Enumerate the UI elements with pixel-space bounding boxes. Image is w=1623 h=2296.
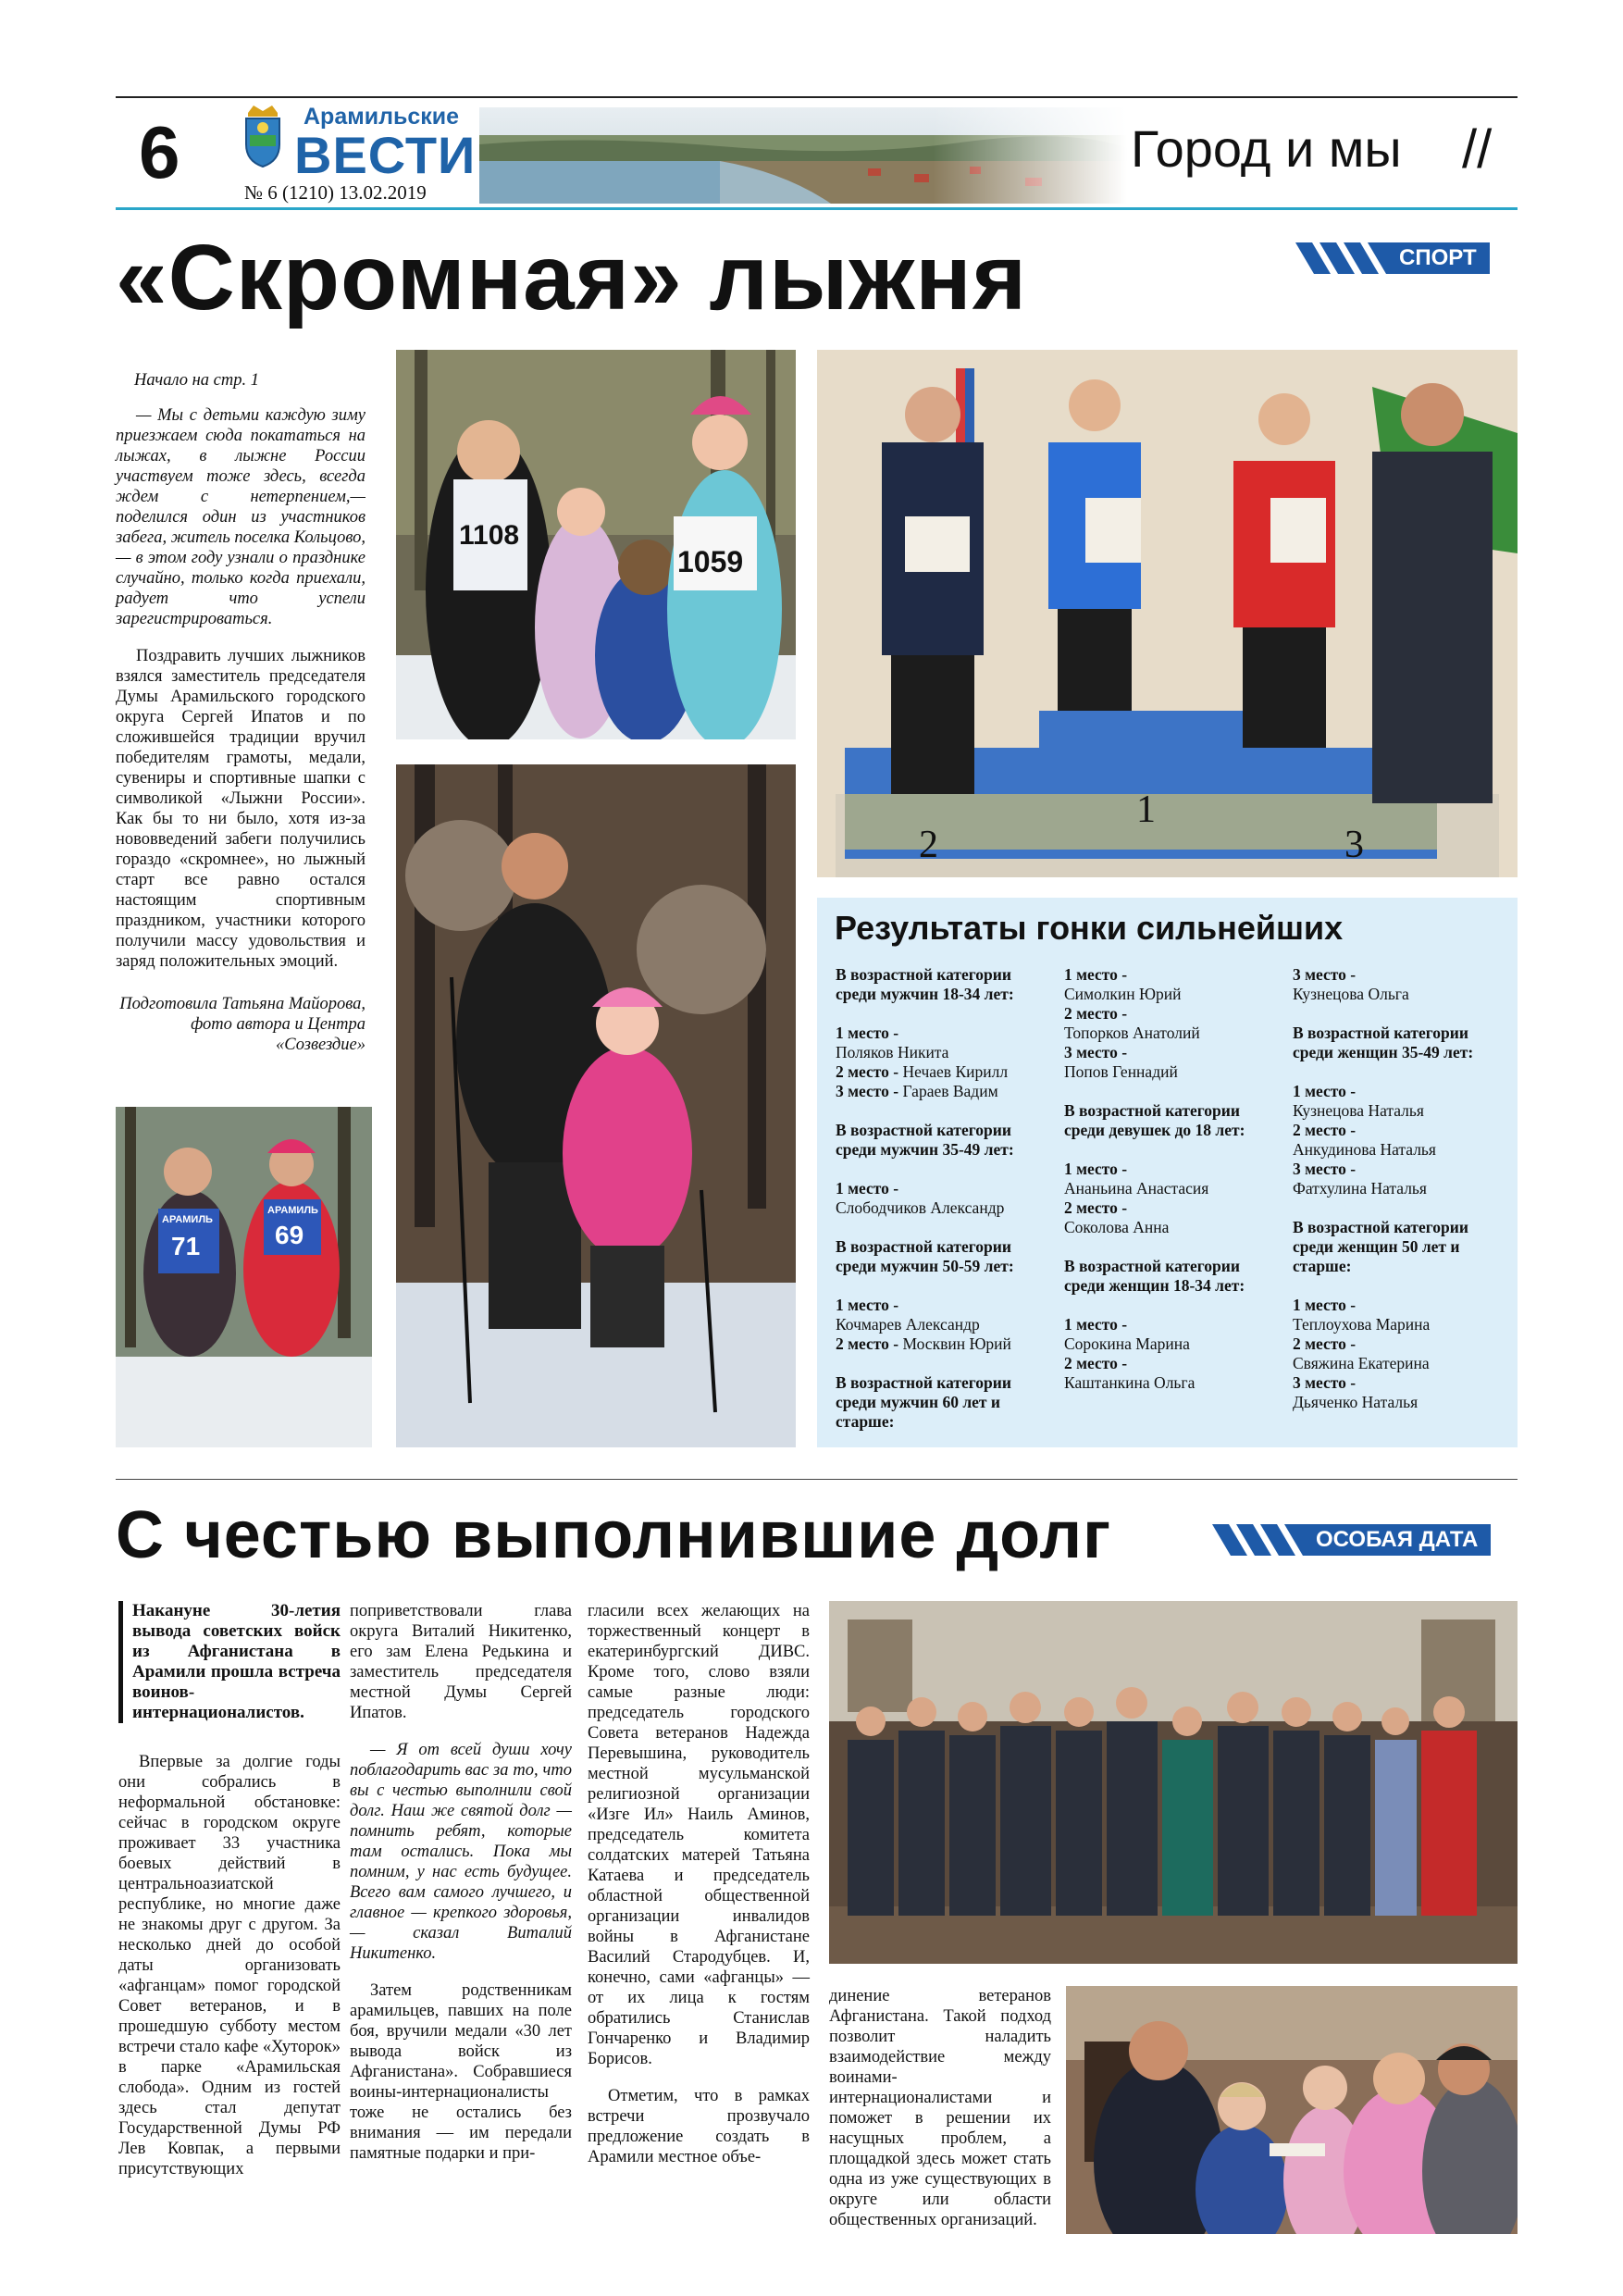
results-entry — [1064, 1198, 1272, 1218]
results-place: 1 место - — [836, 1179, 899, 1198]
results-entry — [836, 1334, 1044, 1354]
results-block — [1064, 1257, 1272, 1296]
results-place: 2 место - — [1064, 1198, 1128, 1217]
article2-lead: Накануне 30-летия вывода советских войск из Афганистана в Арамили прошла встреча воинов-интернационалистов. — [118, 1601, 341, 1723]
article1-headline: «Скромная» лыжня — [116, 226, 1028, 329]
results-entry — [1293, 1354, 1501, 1373]
results-entry — [1293, 965, 1501, 985]
results-block — [836, 1121, 1044, 1160]
results-name: Свяжина Екатерина — [1293, 1354, 1430, 1372]
results-name: Дьяченко Наталья — [1293, 1393, 1419, 1411]
results-name: Нечаев Кирилл — [902, 1062, 1009, 1081]
results-name: Каштанкина Ольга — [1064, 1373, 1196, 1392]
podium-place-2: 2 — [919, 824, 938, 866]
results-block — [836, 1373, 1044, 1432]
results-category-heading: В возрастной категории среди мужчин 60 лет и старше: — [836, 1373, 1011, 1431]
results-column-3 — [1293, 965, 1501, 1432]
results-block — [1293, 1024, 1501, 1062]
header-accent-line — [116, 207, 1518, 210]
bib-number-2: 1059 — [677, 545, 744, 578]
results-name: Попов Геннадий — [1064, 1062, 1178, 1081]
photo-award-ceremony — [1066, 1986, 1518, 2234]
article2-col3b-text: Отметим, что в рамках встречи прозвучало предложение создать в Арамили местное объе- — [588, 2087, 810, 2166]
photo-family-skiers — [396, 350, 796, 739]
results-name: Соколова Анна — [1064, 1218, 1170, 1236]
results-place: 3 место - — [836, 1082, 903, 1100]
results-entry — [1293, 1373, 1501, 1393]
results-name: Анкудинова Наталья — [1293, 1140, 1436, 1159]
photo-veterans-group — [829, 1601, 1518, 1964]
section-divider — [116, 1479, 1518, 1480]
results-entry — [1064, 1354, 1272, 1373]
results-block — [1293, 965, 1501, 1004]
article2-column-3 — [588, 1601, 810, 2177]
results-category-heading: В возрастной категории среди женщин 50 лет и старше: — [1293, 1218, 1468, 1275]
results-category-heading: В возрастной категории среди женщин 35-49 лет: — [1293, 1024, 1474, 1061]
results-name: Поляков Никита — [836, 1043, 949, 1061]
header-panorama-photo — [479, 107, 1127, 204]
results-name: Слободчиков Александр — [836, 1198, 1005, 1217]
results-column-1 — [836, 965, 1044, 1451]
results-place: 3 место - — [1293, 965, 1357, 984]
results-entry — [1293, 1160, 1501, 1179]
results-place: 2 место - — [836, 1334, 903, 1353]
results-category-heading: В возрастной категории среди женщин 18-34 лет: — [1064, 1257, 1245, 1295]
results-block — [836, 1179, 1044, 1218]
results-entry — [1293, 1315, 1501, 1334]
results-entry — [1293, 1101, 1501, 1121]
results-place: 1 место - — [1293, 1082, 1357, 1100]
results-name: Гараев Вадим — [902, 1082, 998, 1100]
special-date-tag-label: ОСОБАЯ ДАТА — [1303, 1524, 1491, 1556]
results-entry — [1064, 1373, 1272, 1393]
podium-place-1: 1 — [1136, 788, 1156, 831]
coat-of-arms-icon — [242, 104, 283, 168]
results-entry — [1293, 1082, 1501, 1101]
continued-note: Начало на стр. 1 — [134, 371, 259, 390]
results-entry — [1293, 985, 1501, 1004]
page-number: 6 — [139, 111, 180, 193]
results-name: Симолкин Юрий — [1064, 985, 1182, 1003]
results-entry — [1064, 1315, 1272, 1334]
results-name: Сорокина Марина — [1064, 1334, 1190, 1353]
results-entry — [1064, 1179, 1272, 1198]
results-name: Кузнецова Ольга — [1293, 985, 1409, 1003]
results-title: Результаты гонки сильнейших — [835, 909, 1344, 947]
results-entry — [836, 1315, 1044, 1334]
results-place: 1 место - — [836, 1296, 899, 1314]
article2-column-4 — [829, 1986, 1051, 2240]
results-name: Кузнецова Наталья — [1293, 1101, 1424, 1120]
results-entry — [1293, 1296, 1501, 1315]
article2-col2a-text: поприветствовали глава округа Виталий Никитенко, его зам Елена Редькина и заместитель председателя местной Думы Сергей Ипатов. — [350, 1602, 572, 1722]
section-title: Город и мы — [1131, 119, 1402, 178]
results-entry — [1064, 1043, 1272, 1062]
results-entry — [836, 1082, 1044, 1101]
bib-number-3: 71 — [171, 1232, 201, 1260]
results-place: 1 место - — [836, 1024, 899, 1042]
results-entry — [1293, 1393, 1501, 1412]
results-entry — [836, 1179, 1044, 1198]
results-place: 3 место - — [1064, 1043, 1128, 1061]
results-place: 1 место - — [1064, 965, 1128, 984]
results-block — [1064, 1160, 1272, 1237]
article2-column-2 — [350, 1601, 572, 2173]
results-entry — [1293, 1179, 1501, 1198]
article2-col1-text: Впервые за долгие годы они собрались в неформальной обстановке: сейчас в городском округе проживает 33 участника боевых действий в центральноазиатской республике, но многие даже не знакомы друг с другом. За несколько дней до особой даты организовать «афганцам» помог городской Совет ветеранов, и в прошедшую субботу местом встречи стало кафе «Хуторок» в парке «Арамильская слобода». Одним из гостей здесь стал депутат Государственной Думы РФ Лев Ковпак, а первыми присутствующих — [118, 1753, 341, 2178]
newspaper-logo — [242, 102, 477, 204]
article1-credit: Подготовила Татьяна Майорова, фото автора и Центра «Созвездие» — [119, 995, 365, 1054]
stripes-icon — [1212, 1524, 1314, 1556]
results-block — [1293, 1218, 1501, 1276]
article2-headline: С честью выполнившие долг — [116, 1498, 1112, 1572]
photo-father-daughter — [396, 764, 796, 1447]
results-entry — [1293, 1140, 1501, 1160]
article2-col3a-text: гласили всех желающих на торжественный концерт в екатеринбургский ДИВС. Кроме того, слово взяли самые разные люди: председатель городского Совета ветеранов Надежда Перевышина, руководитель местной мусульманской религиозной организации «Изге Ил» Наиль Аминов, председатель комитета солдатских матерей Татьяна Катаева и председатель областной общественной организации инвалидов войны в Афганистане Василий Стародубцев. И, конечно, сами «афганцы» — от их лица к гостям обратились Станислав Гончаренко и Владимир Борисов. — [588, 1602, 810, 2068]
results-place: 3 место - — [1293, 1160, 1357, 1178]
results-block — [1064, 965, 1272, 1082]
results-entry — [1064, 985, 1272, 1004]
photo-two-women-skiers — [116, 1107, 372, 1447]
bib-number-1: 1108 — [459, 520, 520, 551]
results-entry — [836, 1024, 1044, 1043]
special-date-tag — [1212, 1524, 1491, 1556]
results-category-heading: В возрастной категории среди мужчин 18-34 лет: — [836, 965, 1014, 1003]
results-entry — [1064, 1004, 1272, 1024]
results-category-heading: В возрастной категории среди девушек до 18 лет: — [1064, 1101, 1245, 1139]
article1-text-column — [116, 370, 365, 1055]
logo-main-text: ВЕСТИ — [294, 126, 477, 184]
podium-place-3: 3 — [1344, 824, 1364, 866]
results-block — [1293, 1296, 1501, 1412]
results-entry — [836, 1062, 1044, 1082]
article2-col2c-text: Затем родственникам арамильцев, павших на поле боя, вручили медали «30 лет вывода войск из Афганистана». Собравшиеся воины-интернационалисты тоже не остались без внимания — им передали памятные подарки и при- — [350, 1981, 572, 2163]
article2-col4-text: динение ветеранов Афганистана. Такой подход позволит наладить взаимодействие между воинами-интернационалистами и поможет в решении их насущных проблем, а площадкой здесь может стать одна из уже существующих в округе или области общественных организаций. — [829, 1987, 1051, 2229]
bib-word-1: АРАМИЛЬ — [162, 1214, 213, 1225]
results-place: 2 место - — [836, 1062, 903, 1081]
results-place: 2 место - — [1293, 1121, 1357, 1139]
results-category-heading: В возрастной категории среди мужчин 50-59 лет: — [836, 1237, 1014, 1275]
issue-date: № 6 (1210) 13.02.2019 — [244, 181, 427, 204]
results-place: 3 место - — [1293, 1373, 1357, 1392]
results-name: Ананьина Анастасия — [1064, 1179, 1209, 1198]
results-block — [836, 1024, 1044, 1101]
results-entry — [1064, 965, 1272, 985]
article1-body: Поздравить лучших лыжников взялся заместитель председателя Думы Арамильского городского округа Сергей Ипатов и по сложившейся традиции вручил победителям грамоты, медали, сувениры и спортивные шапки с символикой «Лыжни России». Как бы то ни было, хотя из-за нововведений забеги получились гораздо «скромнее», но лыжный старт все равно остался настоящим спортивным праздником, участники которого получили массу удовольствия и заряд положительных эмоций. — [116, 647, 365, 971]
results-entry — [836, 1198, 1044, 1218]
results-entry — [1293, 1334, 1501, 1354]
results-category-heading: В возрастной категории среди мужчин 35-49 лет: — [836, 1121, 1014, 1159]
sport-tag-label: СПОРТ — [1386, 242, 1490, 274]
results-block — [836, 1296, 1044, 1354]
article2-column-1 — [118, 1752, 341, 2189]
stripes-icon — [1295, 242, 1397, 274]
results-name: Топорков Анатолий — [1064, 1024, 1200, 1042]
photo-podium-winners — [817, 350, 1518, 877]
results-place: 2 место - — [1293, 1334, 1357, 1353]
results-name: Москвин Юрий — [902, 1334, 1011, 1353]
results-block — [1064, 1315, 1272, 1393]
results-entry — [1064, 1024, 1272, 1043]
results-entry — [836, 1296, 1044, 1315]
bib-word-2: АРАМИЛЬ — [267, 1205, 318, 1216]
results-entry — [1064, 1062, 1272, 1082]
results-entry — [836, 1043, 1044, 1062]
results-entry — [1064, 1218, 1272, 1237]
results-block — [1064, 1101, 1272, 1140]
results-column-2 — [1064, 965, 1272, 1412]
results-place: 1 место - — [1064, 1160, 1128, 1178]
results-name: Фатхулина Наталья — [1293, 1179, 1427, 1198]
bib-number-4: 69 — [275, 1221, 304, 1249]
results-name: Теплоухова Марина — [1293, 1315, 1431, 1334]
results-block — [836, 1237, 1044, 1276]
logo-top-text: Арамильские — [304, 104, 460, 130]
results-place: 1 место - — [1064, 1315, 1128, 1334]
results-place: 2 место - — [1064, 1004, 1128, 1023]
results-place: 1 место - — [1293, 1296, 1357, 1314]
results-block — [836, 965, 1044, 1004]
results-place: 2 место - — [1064, 1354, 1128, 1372]
article1-quote: — Мы с детьми каждую зиму приезжаем сюда покататься на лыжах, в лыжне России участвуем тоже здесь, всегда ждем с нетерпением,— поделился один из участников забега, житель поселка Кольцово,— в этом году узнали о празднике случайно, только когда приехали, радует что успели зарегистрироваться. — [116, 406, 365, 628]
results-entry — [1064, 1160, 1272, 1179]
results-name: Кочмарев Александр — [836, 1315, 980, 1334]
results-entry — [1064, 1334, 1272, 1354]
section-slash-mark: // — [1462, 119, 1493, 180]
article2-col2b-text: — Я от всей души хочу поблагодарить вас за то, что вы с честью выполнили свой долг. Наш же святой долг — помнить ребят, которые там остались. Пока мы помним, у нас есть будущее. Всего вам самого лучшего, и главное — крепкого здоровья, — сказал Виталий Никитенко. — [350, 1741, 572, 1963]
results-entry — [1293, 1121, 1501, 1140]
results-block — [1293, 1082, 1501, 1198]
sport-tag — [1295, 242, 1490, 274]
